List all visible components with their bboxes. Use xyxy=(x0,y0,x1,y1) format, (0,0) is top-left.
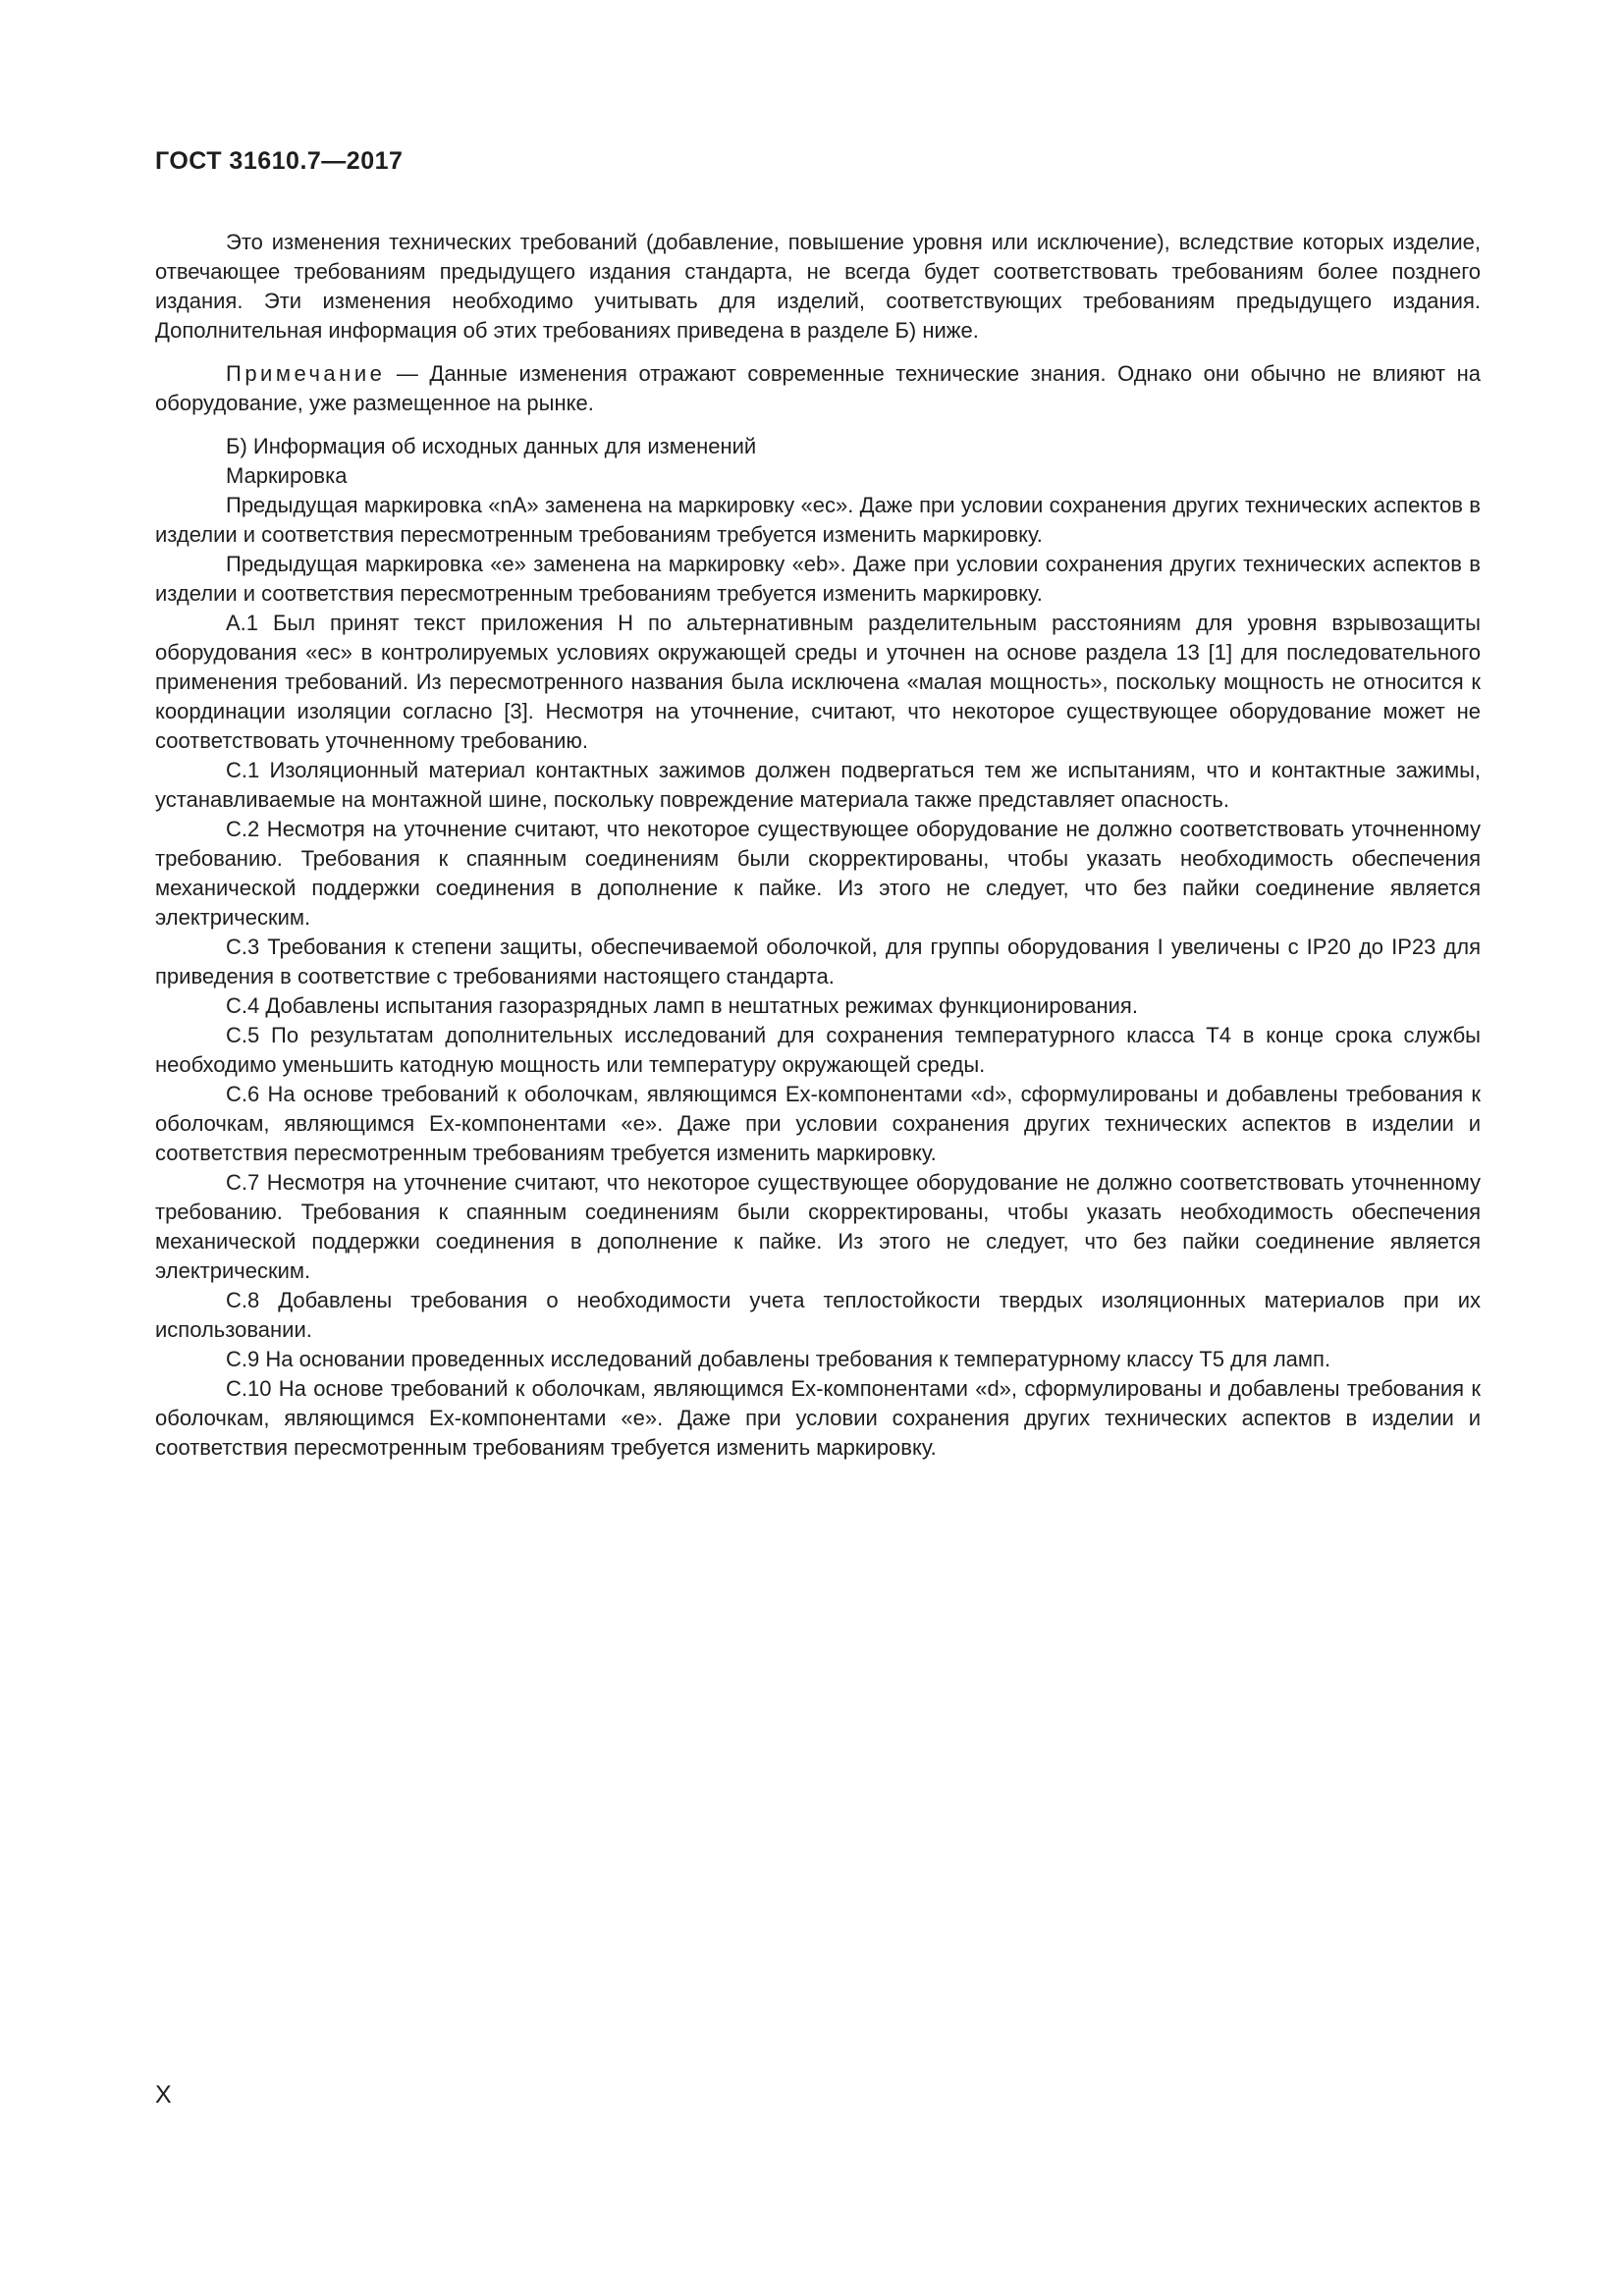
section-b-title: Б) Информация об исходных данных для изменений xyxy=(226,434,757,458)
note-label: Примечание xyxy=(226,361,386,386)
note-text: — Данные изменения отражают современные технические знания. Однако они обычно не влияют на оборудование, уже размещенное на рынке. xyxy=(155,361,1481,415)
item-c2: С.2 Несмотря на уточнение считают, что некоторое существующее оборудование не должно соответствовать уточненному требованию. Требования к спаянным соединениям были скорректированы, чтобы указать необходимость обеспечения механической поддержки соединения в дополнение к пайке. Из этого не следует, что без пайки соединение является электрическим. xyxy=(155,817,1481,930)
document-header: ГОСТ 31610.7—2017 xyxy=(155,147,404,175)
marking-paragraph-nA: Предыдущая маркировка «nA» заменена на маркировку «ec». Даже при условии сохранения других технических аспектов в изделии и соответствия пересмотренным требованиям требуется изменить маркировку. xyxy=(155,493,1481,547)
item-c10: С.10 На основе требований к оболочкам, являющимся Ex-компонентами «d», сформулированы и добавлены требования к оболочкам, являющимся Ex-компонентами «e». Даже при условии сохранения других технических аспектов в изделии и соответствия пересмотренным требованиям требуется изменить маркировку. xyxy=(155,1376,1481,1460)
item-c7: С.7 Несмотря на уточнение считают, что некоторое существующее оборудование не должно соответствовать уточненному требованию. Требования к спаянным соединениям были скорректированы, чтобы указать необходимость обеспечения механической поддержки соединения в дополнение к пайке. Из этого не следует, что без пайки соединение является электрическим. xyxy=(155,1170,1481,1283)
document-body xyxy=(155,228,1481,1463)
item-c1: С.1 Изоляционный материал контактных зажимов должен подвергаться тем же испытаниям, что и контактные зажимы, устанавливаемые на монтажной шине, поскольку повреждение материала также представляет опасность. xyxy=(155,758,1481,812)
item-c4: С.4 Добавлены испытания газоразрядных ламп в нештатных режимах функционирования. xyxy=(226,993,1138,1018)
item-c6: С.6 На основе требований к оболочкам, являющимся Ex-компонентами «d», сформулированы и добавлены требования к оболочкам, являющимся Ex-компонентами «e». Даже при условии сохранения других технических аспектов в изделии и соответствия пересмотренным требованиям требуется изменить маркировку. xyxy=(155,1082,1481,1165)
page-number: X xyxy=(155,2081,172,2109)
marking-paragraph-e: Предыдущая маркировка «e» заменена на маркировку «eb». Даже при условии сохранения других технических аспектов в изделии и соответствия пересмотренным требованиям требуется изменить маркировку. xyxy=(155,552,1481,606)
item-c5: С.5 По результатам дополнительных исследований для сохранения температурного класса Т4 в конце срока службы необходимо уменьшить катодную мощность или температуру окружающей среды. xyxy=(155,1023,1481,1077)
item-c3: С.3 Требования к степени защиты, обеспечиваемой оболочкой, для группы оборудования I увеличены с IP20 до IP23 для приведения в соответствие с требованиями настоящего стандарта. xyxy=(155,934,1481,988)
item-c9: С.9 На основании проведенных исследований добавлены требования к температурному классу Т5 для ламп. xyxy=(226,1347,1331,1371)
intro-paragraph: Это изменения технических требований (добавление, повышение уровня или исключение), вследствие которых изделие, отвечающее требованиям предыдущего издания стандарта, не всегда будет соответствовать требованиям более позднего издания. Эти изменения необходимо учитывать для изделий, соответствующих требованиям предыдущего издания. Дополнительная информация об этих требованиях приведена в разделе Б) ниже. xyxy=(155,230,1481,343)
note-paragraph xyxy=(155,359,1481,418)
item-c8: С.8 Добавлены требования о необходимости учета теплостойкости твердых изоляционных материалов при их использовании. xyxy=(155,1288,1481,1342)
item-a1: А.1 Был принят текст приложения Н по альтернативным разделительным расстояниям для уровня взрывозащиты оборудования «ec» в контролируемых условиях окружающей среды и уточнен на основе раздела 13 [1] для последовательного применения требований. Из пересмотренного названия была исключена «малая мощность», поскольку мощность не относится к координации изоляции согласно [3]. Несмотря на уточнение, считают, что некоторое существующее оборудование может не соответствовать уточненному требованию. xyxy=(155,611,1481,753)
section-b-subtitle: Маркировка xyxy=(226,463,348,488)
